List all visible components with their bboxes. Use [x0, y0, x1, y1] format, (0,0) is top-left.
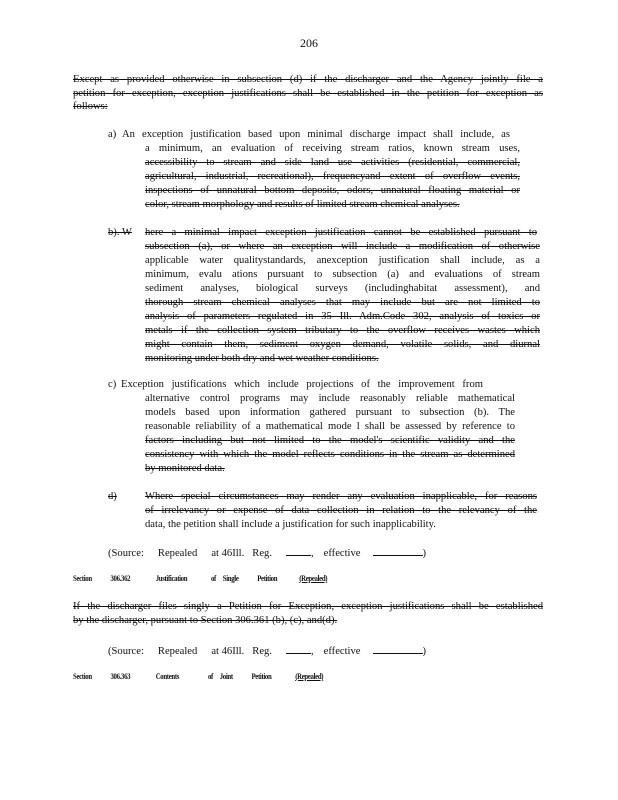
blank-register-field [286, 545, 311, 556]
item-label: a) [108, 129, 117, 140]
text-line: by monitored data. [145, 463, 225, 474]
section-heading-word: 306.363 [110, 672, 131, 681]
source-open: (Source: [108, 646, 144, 657]
section-heading-word: Petition [257, 574, 278, 583]
section-306-363-heading [73, 672, 349, 681]
text-line: Except as provided otherwise in subsection (d) if the discharger and the Agency jointly file a [73, 74, 543, 85]
source-repealed: Repealed [157, 548, 198, 559]
section-306-362-heading [73, 574, 353, 583]
text-line: a minimum, an evaluation of receiving stream ratios, known stream uses, [145, 143, 520, 154]
text-line: models based upon information gathered pursuant to subsection (b). The [145, 407, 515, 418]
text-line: here a minimal impact exception justification cannot be established pursuant to [145, 227, 537, 238]
source-at: at 46Ill. [211, 646, 245, 657]
item-label: b). W [108, 227, 132, 238]
source-note [108, 643, 426, 658]
text-line: agricultural, industrial, recreational), frequencyand extent of overflow events, [145, 171, 520, 182]
section-heading-word: of [207, 672, 213, 681]
text-line: If the discharger files singly a Petition for Exception, exception justifications shall be established [73, 601, 543, 612]
source-effective: effective [323, 548, 361, 559]
text-line: sediment analyses, biological surveys (includinghabitat assessment), and [145, 283, 540, 294]
blank-effective-date [373, 643, 423, 654]
text-line: petition for exception, exception justifications shall be established in the petition for exception as [73, 87, 543, 99]
text-line: monitoring under both dry and wet weather conditions. [145, 353, 379, 364]
source-at: at 46Ill. [211, 548, 245, 559]
source-comma: , [310, 548, 314, 559]
text-line: metals if the collection system tributary to the overflow receives wastes which [145, 325, 540, 336]
text-line: factors including but not limited to the model's scientific validity and the [145, 435, 515, 446]
text-line: accessibility to stream and side land use activities (residential, commercial, [145, 157, 520, 168]
text-line: reasonable reliability of a mathematical mode l shall be assessed by reference to [145, 421, 515, 432]
source-close: ) [422, 548, 427, 559]
section-heading-word: 306.362 [110, 574, 131, 583]
text-line: minimum, evalu ations pursuant to subsection (a) and evaluations of stream [145, 269, 540, 280]
source-comma: , [310, 646, 314, 657]
section-heading-word: Single [222, 574, 239, 583]
section-heading-word: Contents [155, 672, 180, 681]
text-line: subsection (a), or where an exception will include a modification of otherwise [145, 241, 540, 252]
section-heading-word: Joint [219, 672, 233, 681]
text-line: analysis of parameters regulated in 35 Ill. Adm.Code 302, analysis of toxics or [145, 311, 540, 322]
text-line: Where special circumstances may render any evaluation inapplicable, for reasons [145, 491, 537, 502]
text-line: alternative control programs may include reasonably reliable mathematical [145, 393, 515, 404]
source-close: ) [422, 646, 427, 657]
page-number: 206 [300, 36, 318, 50]
source-repealed: Repealed [157, 646, 198, 657]
text-line: thorough stream chemical analyses that may include but are not limited to [145, 297, 540, 308]
section-heading-word: Section [73, 672, 92, 681]
text-line: An exception justification based upon minimal discharge impact shall include, as [122, 129, 510, 140]
source-note [108, 545, 426, 560]
section-heading-word: of [210, 574, 216, 583]
source-reg: Reg. [252, 548, 272, 559]
source-effective: effective [323, 646, 361, 657]
section-heading-word: Section [73, 574, 92, 583]
section-status: (Repealed) [295, 672, 324, 681]
item-label: d) [108, 491, 117, 502]
text-line: by the discharger, pursuant to Section 306.361 (b), (c), and(d). [73, 615, 338, 626]
text-line: consistency with which the model reflects conditions in the stream as determined [145, 449, 515, 460]
text-line: might contain them, sediment oxygen demand, volatile solids, and diurnal [145, 339, 540, 350]
source-open: (Source: [108, 548, 144, 559]
section-status: (Repealed) [299, 574, 328, 583]
item-label: c) [108, 379, 117, 390]
section-heading-word: Petition [251, 672, 272, 681]
text-line: follows: [73, 101, 108, 112]
source-reg: Reg. [252, 646, 272, 657]
blank-effective-date [373, 545, 423, 556]
text-line: data, the petition shall include a justification for such inapplicability. [145, 519, 436, 530]
section-heading-word: Justification [155, 574, 188, 583]
text-line: applicable water qualitystandards, anexception justification shall include, as a [145, 255, 540, 266]
text-line: Exception justifications which include projections of the improvement from [121, 379, 483, 390]
blank-register-field [286, 643, 311, 654]
text-line: color, stream morphology and results of limited stream chemical analyses. [145, 199, 460, 210]
text-line: of irrelevancy or expense of data collection in relation to the relevancy of the [145, 505, 537, 516]
text-line: inspections of unnatural bottom deposits, odors, unnatural floating material or [145, 185, 520, 196]
